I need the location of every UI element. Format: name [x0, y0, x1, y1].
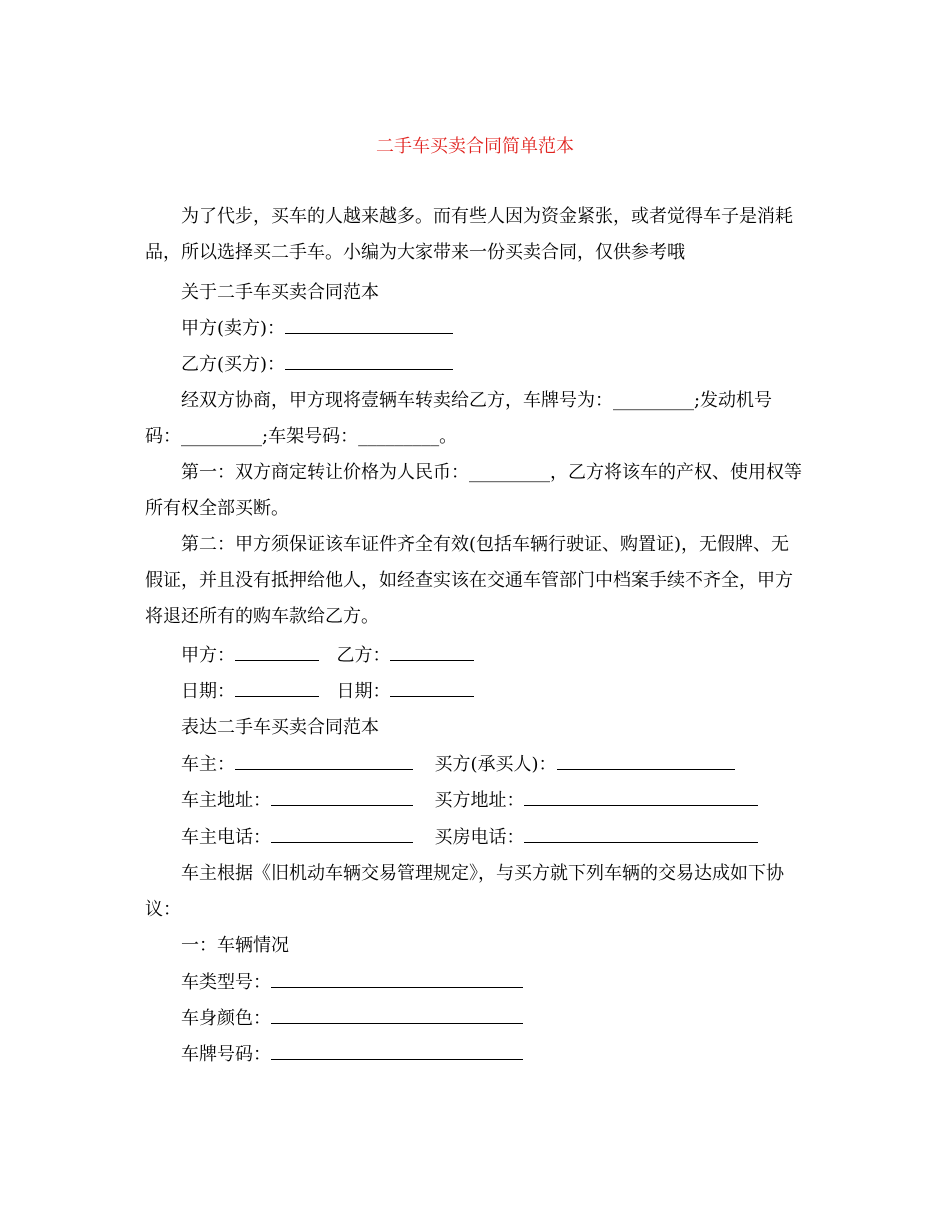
party-b-label: 乙方(买方)：: [181, 354, 286, 375]
owner-address-blank: [271, 787, 413, 806]
plate-number-label: 车牌号码：: [181, 1044, 271, 1065]
plate-number-blank: [271, 1041, 523, 1060]
owner-blank: [235, 751, 413, 770]
buyer-label: 买方(承买人)：: [434, 754, 557, 775]
buyer-phone-blank: [524, 824, 758, 843]
section1-heading: 关于二手车买卖合同范本: [181, 282, 379, 303]
phone-line: [181, 820, 758, 856]
signature-line: [181, 638, 474, 674]
party-a-label: 甲方(卖方)：: [181, 318, 286, 339]
vehicle-color-blank: [271, 1005, 523, 1024]
buyer-blank: [557, 751, 735, 770]
vehicle-color-line: [181, 1001, 523, 1037]
negotiation-paragraph: 经双方协商，甲方现将壹辆车转卖给乙方，车牌号为：_________;发动机号码：_________;车架号码：_________。: [145, 390, 773, 447]
sign-party-b-label: 乙方：: [336, 645, 391, 666]
plate-number-line: [181, 1037, 523, 1073]
date-b-blank: [390, 678, 474, 697]
owner-buyer-line: [181, 747, 735, 783]
date-a-label: 日期：: [181, 681, 235, 702]
owner-address-label: 车主地址：: [181, 790, 271, 811]
buyer-address-blank: [524, 787, 758, 806]
section2-heading: 表达二手车买卖合同范本: [181, 717, 379, 738]
agreement-paragraph: 车主根据《旧机动车辆交易管理规定》，与买方就下列车辆的交易达成如下协议：: [145, 863, 784, 920]
buyer-address-label: 买方地址：: [434, 790, 525, 811]
clause-2-paragraph: 第二：甲方须保证该车证件齐全有效(包括车辆行驶证、购置证)，无假牌、无假证，并且没有抵押给他人，如经查实该在交通车管部门中档案手续不齐全，甲方将退还所有的购车款给乙方。: [145, 534, 793, 627]
vehicle-model-line: [181, 965, 523, 1001]
sign-party-a-label: 甲方：: [181, 645, 235, 666]
address-line: [181, 783, 758, 819]
party-a-blank: [285, 315, 453, 334]
vehicle-model-blank: [271, 969, 523, 988]
vehicle-heading: 一：车辆情况: [181, 935, 289, 956]
owner-label: 车主：: [181, 754, 235, 775]
intro-paragraph: 为了代步，买车的人越来越多。而有些人因为资金紧张，或者觉得车子是消耗品，所以选择买二手车。小编为大家带来一份买卖合同，仅供参考哦: [145, 206, 793, 263]
party-b-blank: [285, 351, 453, 370]
vehicle-color-label: 车身颜色：: [181, 1008, 271, 1029]
party-b-line: [181, 347, 453, 383]
party-a-line: [181, 311, 453, 347]
sign-party-a-blank: [235, 642, 319, 661]
sign-party-b-blank: [390, 642, 474, 661]
buyer-phone-label: 买房电话：: [434, 827, 525, 848]
vehicle-model-label: 车类型号：: [181, 972, 271, 993]
date-line: [181, 674, 474, 710]
owner-phone-label: 车主电话：: [181, 827, 271, 848]
clause-1-paragraph: 第一：双方商定转让价格为人民币：_________，乙方将该车的产权、使用权等所有权全部买断。: [145, 462, 802, 519]
owner-phone-blank: [271, 824, 413, 843]
date-a-blank: [235, 678, 319, 697]
date-b-label: 日期：: [336, 681, 391, 702]
document-title: 二手车买卖合同简单范本: [376, 136, 574, 157]
